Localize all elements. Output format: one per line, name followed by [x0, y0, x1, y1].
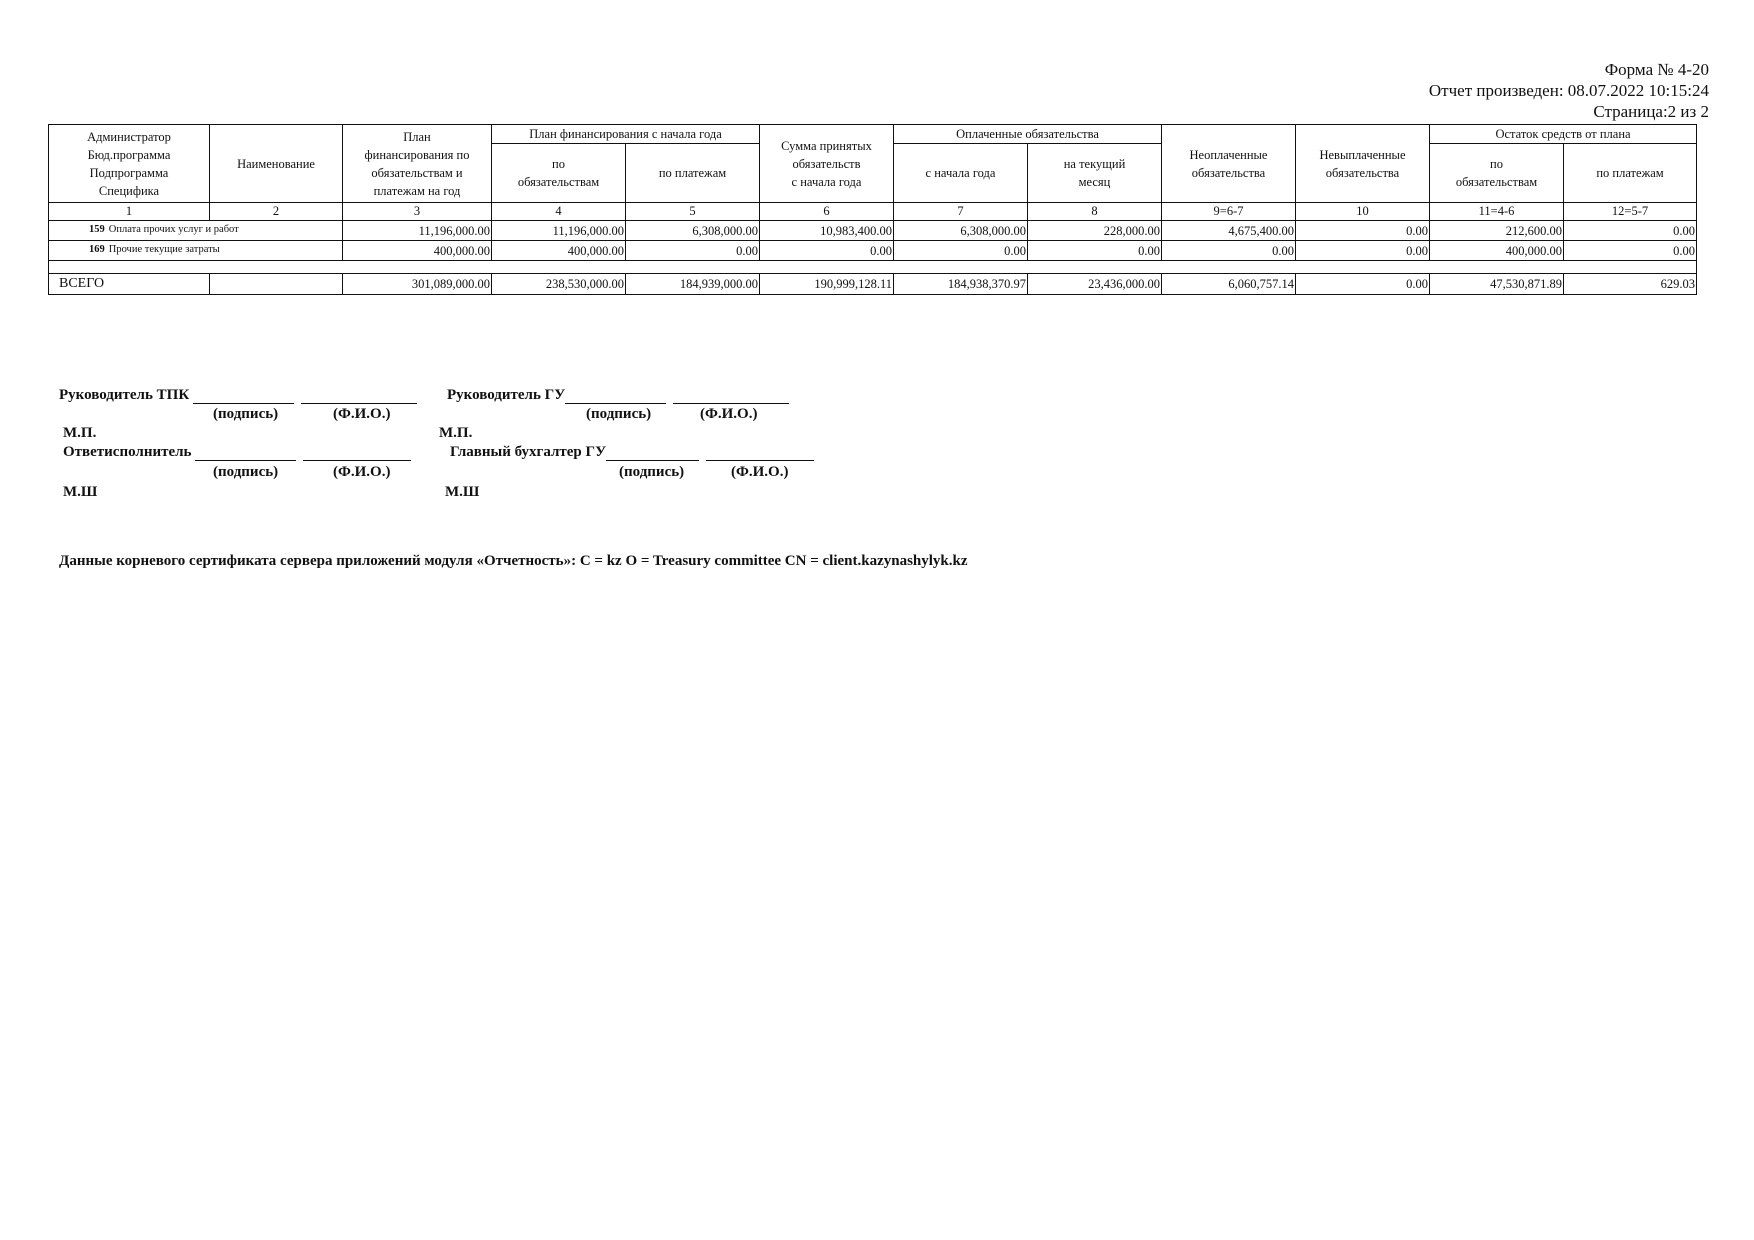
executor-label: Ответисполнитель	[63, 444, 192, 460]
column-index: 11=4-6	[1430, 203, 1564, 221]
header-cell-admin	[49, 125, 210, 203]
signature-head-tpk	[59, 386, 417, 404]
signature-hint: (подпись)	[586, 406, 652, 422]
signature-line	[195, 446, 296, 461]
cell-value: 0.00	[1564, 221, 1697, 241]
cell-value: 228,000.00	[1028, 221, 1162, 241]
stamp-mp: М.П.	[63, 425, 97, 441]
cell-value: 0.00	[1564, 241, 1697, 261]
row-name: Оплата прочих услуг и работ	[108, 224, 239, 235]
header-cell-plan-payments: по платежам	[626, 144, 760, 203]
cell-value: 400,000.00	[1430, 241, 1564, 261]
header-annual-plan-line: финансирования по	[364, 147, 470, 162]
header-cell-accepted	[760, 125, 894, 203]
stamp-mp: М.П.	[439, 425, 473, 441]
column-index: 12=5-7	[1564, 203, 1697, 221]
total-value: 184,938,370.97	[894, 274, 1028, 295]
signature-executor	[63, 443, 411, 461]
column-index: 10	[1296, 203, 1430, 221]
header-accepted-line: обязательств	[792, 156, 861, 171]
cell-value: 6,308,000.00	[626, 221, 760, 241]
spacer-cell	[49, 261, 1697, 274]
header-subprogram-line: Подпрограмма	[89, 165, 169, 180]
cell-value: 0.00	[1296, 221, 1430, 241]
column-index: 8	[1028, 203, 1162, 221]
spacer-row	[49, 261, 1697, 274]
header-rest-obligations-line: обязательствам	[1455, 175, 1538, 189]
total-value: 301,089,000.00	[343, 274, 492, 295]
signature-hint: (подпись)	[213, 464, 279, 480]
head-tpk-label: Руководитель ТПК	[59, 387, 190, 403]
fio-line	[301, 389, 417, 404]
total-value: 184,939,000.00	[626, 274, 760, 295]
header-rest-obligations-line: по	[1490, 157, 1503, 171]
header-unpaid-line: обязательства	[1191, 165, 1266, 180]
header-unissued-line: обязательства	[1325, 165, 1400, 180]
total-row	[49, 274, 1697, 295]
header-group-paid: Оплаченные обязательства	[894, 125, 1162, 144]
column-index: 2	[210, 203, 343, 221]
signature-head-gu	[447, 386, 789, 404]
header-cell-unissued	[1296, 125, 1430, 203]
fio-line	[706, 446, 814, 461]
header-cell-annual-plan	[343, 125, 492, 203]
header-plan-obligations-line: обязательствам	[517, 175, 600, 189]
row-name: Прочие текущие затраты	[108, 244, 220, 255]
total-value: 47,530,871.89	[1430, 274, 1564, 295]
column-index: 7	[894, 203, 1028, 221]
column-index: 3	[343, 203, 492, 221]
table-row	[49, 241, 1697, 261]
cell-value: 400,000.00	[343, 241, 492, 261]
total-value: 23,436,000.00	[1028, 274, 1162, 295]
total-value: 190,999,128.11	[760, 274, 894, 295]
header-admin-line: Администратор	[87, 129, 171, 144]
cell-value: 0.00	[1296, 241, 1430, 261]
signature-line	[193, 389, 294, 404]
fio-line	[673, 389, 789, 404]
cell-value: 0.00	[626, 241, 760, 261]
header-cell-rest-obligations	[1430, 144, 1564, 203]
header-program-line: Бюд.программа	[87, 147, 171, 162]
header-group-rest: Остаток средств от плана	[1430, 125, 1697, 144]
row-code: 159	[89, 224, 105, 235]
cell-value: 0.00	[894, 241, 1028, 261]
header-specifics-line: Специфика	[98, 183, 160, 198]
cell-value: 0.00	[760, 241, 894, 261]
header-annual-plan-line: платежам на год	[373, 183, 461, 198]
total-empty-cell	[210, 274, 343, 295]
cell-value: 4,675,400.00	[1162, 221, 1296, 241]
cell-value: 0.00	[1028, 241, 1162, 261]
cell-value: 0.00	[1162, 241, 1296, 261]
total-value: 629.03	[1564, 274, 1697, 295]
column-index: 4	[492, 203, 626, 221]
header-cell-rest-payments: по платежам	[1564, 144, 1697, 203]
certificate-info: Данные корневого сертификата сервера приложений модуля «Отчетность»: C = kz O = Treasury committee CN = client.kazynashylyk.kz	[59, 553, 968, 569]
signature-line	[565, 389, 666, 404]
cell-value: 6,308,000.00	[894, 221, 1028, 241]
header-annual-plan-line: обязательствам и	[371, 165, 463, 180]
signature-chief-accountant	[450, 443, 814, 461]
column-index: 1	[49, 203, 210, 221]
cell-value: 400,000.00	[492, 241, 626, 261]
column-index: 5	[626, 203, 760, 221]
header-accepted-line: Сумма принятых	[781, 138, 872, 153]
total-value: 6,060,757.14	[1162, 274, 1296, 295]
total-value: 238,530,000.00	[492, 274, 626, 295]
header-cell-unpaid	[1162, 125, 1296, 203]
cell-value: 11,196,000.00	[492, 221, 626, 241]
column-index: 6	[760, 203, 894, 221]
header-cell-paid-ytd: с начала года	[894, 144, 1028, 203]
report-timestamp: Отчет произведен: 08.07.2022 10:15:24	[1428, 81, 1709, 100]
report-table	[48, 124, 1697, 295]
header-cell-name: Наименование	[210, 125, 343, 203]
fio-hint: (Ф.И.О.)	[700, 406, 758, 422]
header-unissued-line: Невыплаченные	[1319, 147, 1406, 162]
header-row-1	[49, 125, 1697, 144]
signature-hint: (подпись)	[619, 464, 685, 480]
total-label: ВСЕГО	[49, 274, 210, 295]
form-number: Форма № 4-20	[1604, 60, 1709, 79]
row-code: 169	[89, 244, 105, 255]
fio-hint: (Ф.И.О.)	[333, 406, 391, 422]
stamp-msh: М.Ш	[445, 484, 480, 500]
header-accepted-line: с начала года	[791, 174, 862, 189]
fio-line	[303, 446, 411, 461]
column-index: 9=6-7	[1162, 203, 1296, 221]
header-annual-plan-line: План	[403, 129, 431, 144]
chief-accountant-label: Главный бухгалтер ГУ	[450, 444, 607, 460]
header-unpaid-line: Неоплаченные	[1189, 147, 1268, 162]
signature-line	[606, 446, 699, 461]
signature-hint: (подпись)	[213, 406, 279, 422]
cell-value: 10,983,400.00	[760, 221, 894, 241]
fio-hint: (Ф.И.О.)	[731, 464, 789, 480]
header-cell-plan-obligations	[492, 144, 626, 203]
table-row	[49, 221, 1697, 241]
head-gu-label: Руководитель ГУ	[447, 387, 566, 403]
row-label	[49, 221, 343, 241]
cell-value: 11,196,000.00	[343, 221, 492, 241]
cell-value: 212,600.00	[1430, 221, 1564, 241]
fio-hint: (Ф.И.О.)	[333, 464, 391, 480]
report-header	[1429, 59, 1709, 122]
header-group-plan: План финансирования с начала года	[492, 125, 760, 144]
page-counter: Страница:2 из 2	[1593, 102, 1709, 121]
row-label	[49, 241, 343, 261]
header-cell-paid-month	[1028, 144, 1162, 203]
header-paid-month-line: месяц	[1078, 175, 1111, 189]
stamp-msh: М.Ш	[63, 484, 98, 500]
column-index-row	[49, 203, 1697, 221]
header-paid-month-line: на текущий	[1063, 157, 1126, 171]
header-plan-obligations-line: по	[552, 157, 565, 171]
total-value: 0.00	[1296, 274, 1430, 295]
